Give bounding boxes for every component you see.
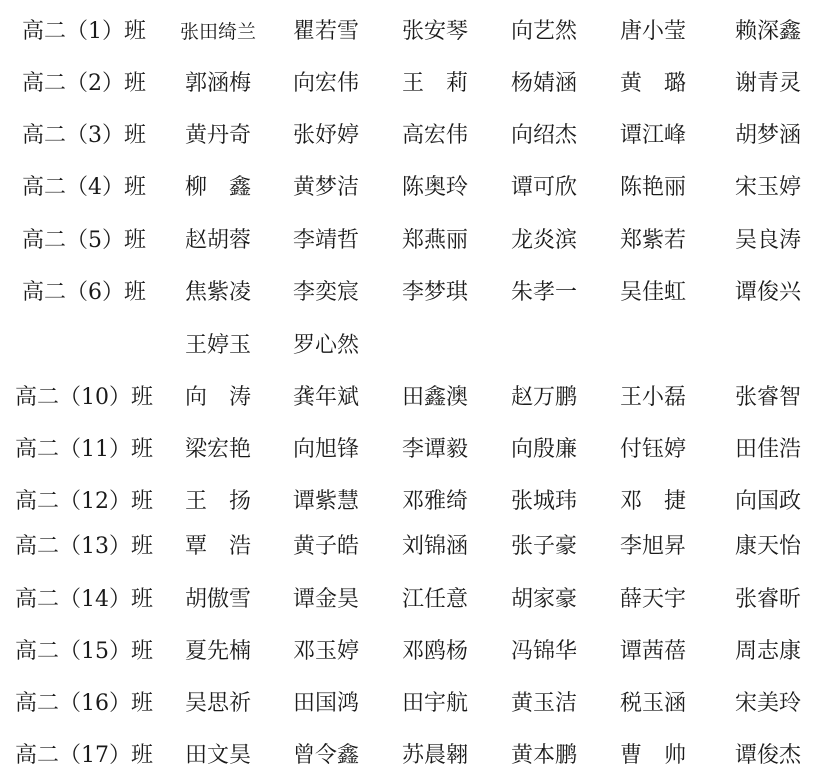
student-name: 黄丹奇 bbox=[184, 123, 251, 148]
student-name: 向旭锋 bbox=[292, 437, 359, 462]
student-name: 向国政 bbox=[734, 489, 801, 514]
student-name: 王 扬 bbox=[184, 489, 251, 514]
student-name: 张安琴 bbox=[401, 19, 468, 44]
student-name bbox=[383, 328, 487, 364]
student-name: 谭茜蓓 bbox=[619, 639, 686, 664]
class-label: 高二（12）班 bbox=[15, 489, 153, 514]
class-row bbox=[0, 118, 820, 154]
student-name: 曹 帅 bbox=[619, 743, 686, 768]
class-label: 高二（14）班 bbox=[15, 587, 153, 612]
class-label: 高二（10）班 bbox=[15, 385, 153, 410]
class-label: 高二（4）班 bbox=[22, 175, 146, 200]
student-name: 曾令鑫 bbox=[292, 743, 359, 768]
student-name: 胡家豪 bbox=[510, 587, 577, 612]
student-name: 苏晨翱 bbox=[401, 743, 468, 768]
student-name: 王 莉 bbox=[401, 71, 468, 96]
student-name: 赵万鹏 bbox=[510, 385, 577, 410]
class-row bbox=[0, 686, 820, 722]
student-name: 邓 捷 bbox=[619, 489, 686, 514]
student-name: 张睿昕 bbox=[734, 587, 801, 612]
class-label: 高二（2）班 bbox=[22, 71, 146, 96]
class-label: 高二（15）班 bbox=[15, 639, 153, 664]
student-name: 田国鸿 bbox=[292, 691, 359, 716]
student-name: 向宏伟 bbox=[292, 71, 359, 96]
class-label bbox=[10, 328, 158, 364]
class-row bbox=[0, 484, 820, 520]
student-name: 郭涵梅 bbox=[184, 71, 251, 96]
student-name: 邓鸥杨 bbox=[401, 639, 468, 664]
student-name: 田佳浩 bbox=[734, 437, 801, 462]
student-name bbox=[716, 328, 820, 364]
student-name: 李奕宸 bbox=[292, 280, 359, 305]
class-row bbox=[0, 634, 820, 670]
student-name: 刘锦涵 bbox=[401, 534, 468, 559]
student-name: 赖深鑫 bbox=[734, 19, 801, 44]
student-name: 黄梦洁 bbox=[292, 175, 359, 200]
student-name: 谭可欣 bbox=[510, 175, 577, 200]
class-label: 高二（6）班 bbox=[22, 280, 146, 305]
student-name: 陈艳丽 bbox=[619, 175, 686, 200]
student-name: 黄本鹏 bbox=[510, 743, 577, 768]
class-row bbox=[0, 738, 820, 774]
student-name: 宋玉婷 bbox=[734, 175, 801, 200]
student-name: 黄 璐 bbox=[619, 71, 686, 96]
class-row bbox=[0, 170, 820, 206]
student-name: 龚年斌 bbox=[292, 385, 359, 410]
student-name: 龙炎滨 bbox=[510, 228, 577, 253]
class-label: 高二（11）班 bbox=[15, 437, 153, 462]
student-name: 夏先楠 bbox=[184, 639, 251, 664]
student-name: 李靖哲 bbox=[292, 228, 359, 253]
student-name: 柳 鑫 bbox=[184, 175, 251, 200]
student-name: 田鑫澳 bbox=[401, 385, 468, 410]
student-name: 焦紫凌 bbox=[184, 280, 251, 305]
student-name: 胡傲雪 bbox=[184, 587, 251, 612]
student-name: 邓玉婷 bbox=[292, 639, 359, 664]
student-name: 高宏伟 bbox=[401, 123, 468, 148]
student-name: 杨婧涵 bbox=[510, 71, 577, 96]
student-name: 王婷玉 bbox=[184, 333, 251, 358]
class-row bbox=[0, 223, 820, 259]
student-name: 谭俊兴 bbox=[734, 280, 801, 305]
student-name: 黄子皓 bbox=[292, 534, 359, 559]
student-name: 李谭毅 bbox=[401, 437, 468, 462]
student-name: 张睿智 bbox=[734, 385, 801, 410]
student-name: 向绍杰 bbox=[510, 123, 577, 148]
class-label: 高二（3）班 bbox=[22, 123, 146, 148]
student-name: 瞿若雪 bbox=[292, 19, 359, 44]
student-name: 覃 浩 bbox=[184, 534, 251, 559]
class-label: 高二（13）班 bbox=[15, 534, 153, 559]
student-name: 张田绮兰 bbox=[179, 21, 256, 43]
student-name: 向艺然 bbox=[510, 19, 577, 44]
student-name: 郑燕丽 bbox=[401, 228, 468, 253]
student-name: 向殷廉 bbox=[510, 437, 577, 462]
class-row bbox=[0, 529, 820, 565]
student-name: 江任意 bbox=[401, 587, 468, 612]
student-name: 向 涛 bbox=[184, 385, 251, 410]
student-name: 田文昊 bbox=[184, 743, 251, 768]
student-name: 罗心然 bbox=[292, 333, 359, 358]
student-name: 冯锦华 bbox=[510, 639, 577, 664]
student-name: 谭江峰 bbox=[619, 123, 686, 148]
student-name: 吴佳虹 bbox=[619, 280, 686, 305]
class-label: 高二（17）班 bbox=[15, 743, 153, 768]
class-row bbox=[0, 582, 820, 618]
class-row bbox=[0, 14, 820, 50]
student-name bbox=[492, 328, 596, 364]
student-name: 康天怡 bbox=[734, 534, 801, 559]
class-row bbox=[0, 66, 820, 102]
student-name: 谭紫慧 bbox=[292, 489, 359, 514]
student-name: 赵胡蓉 bbox=[184, 228, 251, 253]
student-name: 梁宏艳 bbox=[184, 437, 251, 462]
student-name: 吴思祈 bbox=[184, 691, 251, 716]
student-name: 唐小莹 bbox=[619, 19, 686, 44]
student-name: 薛天宇 bbox=[619, 587, 686, 612]
student-name: 郑紫若 bbox=[619, 228, 686, 253]
student-name bbox=[601, 328, 705, 364]
student-name: 宋美玲 bbox=[734, 691, 801, 716]
student-name: 谢青灵 bbox=[734, 71, 801, 96]
student-name: 谭金昊 bbox=[292, 587, 359, 612]
student-name: 周志康 bbox=[734, 639, 801, 664]
class-row bbox=[0, 432, 820, 468]
student-name: 张城玮 bbox=[510, 489, 577, 514]
student-name: 朱孝一 bbox=[510, 280, 577, 305]
student-name: 税玉涵 bbox=[619, 691, 686, 716]
student-name: 胡梦涵 bbox=[734, 123, 801, 148]
class-label: 高二（16）班 bbox=[15, 691, 153, 716]
class-row bbox=[0, 275, 820, 311]
student-name: 邓雅绮 bbox=[401, 489, 468, 514]
student-name: 黄玉洁 bbox=[510, 691, 577, 716]
student-name: 吴良涛 bbox=[734, 228, 801, 253]
student-name: 李旭昇 bbox=[619, 534, 686, 559]
student-name: 陈奥玲 bbox=[401, 175, 468, 200]
student-name: 付钰婷 bbox=[619, 437, 686, 462]
student-name: 谭俊杰 bbox=[734, 743, 801, 768]
student-name: 田宇航 bbox=[401, 691, 468, 716]
class-row bbox=[0, 380, 820, 416]
student-name: 张妤婷 bbox=[292, 123, 359, 148]
student-name: 王小磊 bbox=[619, 385, 686, 410]
student-name: 张子豪 bbox=[510, 534, 577, 559]
student-name: 李梦琪 bbox=[401, 280, 468, 305]
class-row-continuation bbox=[0, 328, 820, 364]
class-label: 高二（1）班 bbox=[22, 19, 146, 44]
class-label: 高二（5）班 bbox=[22, 228, 146, 253]
